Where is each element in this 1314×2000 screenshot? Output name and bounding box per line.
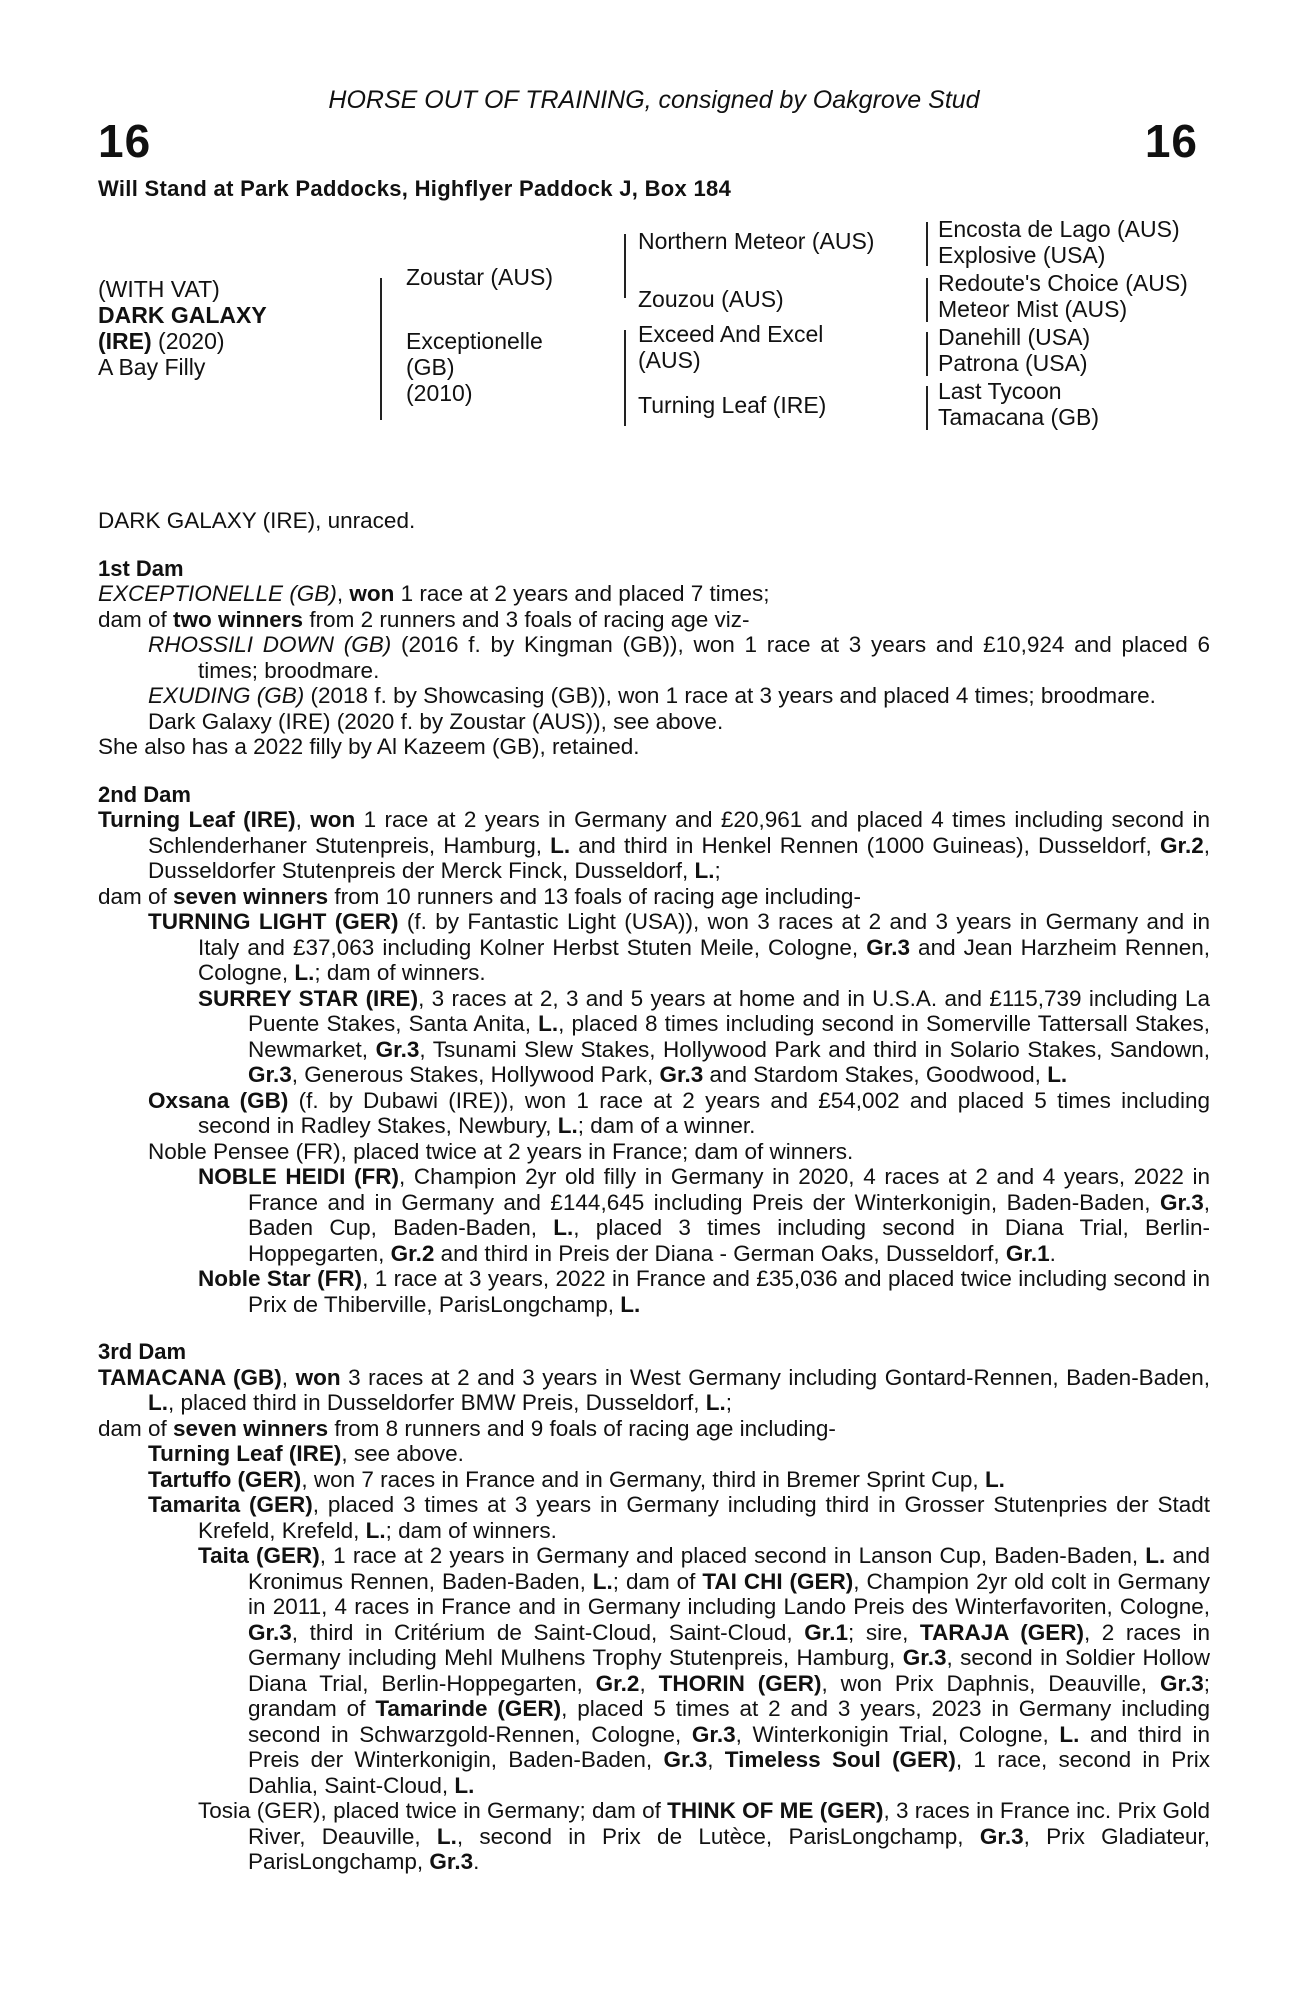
produce-entry bbox=[98, 709, 1210, 735]
text-run: , second in Soldier Hollow Diana Trial, Berlin-Hoppegarten, bbox=[248, 1645, 1210, 1696]
text-run: . bbox=[473, 1849, 480, 1874]
text-run: , 3 races in France inc. Prix Gold River, Deauville, bbox=[248, 1798, 1211, 1849]
bold-text-run: Gr.3 bbox=[663, 1747, 708, 1772]
brace bbox=[926, 332, 928, 376]
dam-line-3: (2010) bbox=[406, 380, 473, 406]
text-run: dam of bbox=[98, 883, 174, 909]
text-run: , placed 3 times including second in Diana Trial, Berlin-Hoppegarten, bbox=[248, 1215, 1210, 1266]
produce-entry bbox=[98, 1798, 1210, 1875]
consignment-line: HORSE OUT OF TRAINING, consigned by Oakgrove Stud bbox=[328, 86, 980, 114]
horse-description: A Bay Filly bbox=[98, 354, 206, 380]
text-run: from 10 runners and 13 foals of racing age including- bbox=[328, 883, 861, 909]
bold-text-run: Tartuffo (GER) bbox=[148, 1466, 302, 1492]
text-run: , third in Critérium de Saint-Cloud, Saint-Cloud, bbox=[291, 1619, 805, 1645]
section-heading-3rd-dam: 3rd Dam bbox=[98, 1339, 187, 1364]
text-run: , bbox=[295, 807, 311, 832]
dam-entry bbox=[98, 807, 1210, 884]
bold-text-run: Tamarita (GER) bbox=[148, 1492, 313, 1517]
bold-text-run: won bbox=[310, 807, 356, 832]
bold-text-run: L. bbox=[294, 960, 315, 985]
bold-text-run: seven winners bbox=[173, 1415, 329, 1441]
bold-text-run: L. bbox=[148, 1390, 168, 1415]
italic-text-run: RHOSSILI DOWN (GB) bbox=[148, 632, 392, 657]
produce-entry bbox=[98, 1139, 1210, 1165]
dam-produce-summary bbox=[98, 607, 1210, 633]
bold-text-run: Gr.3 bbox=[248, 1062, 292, 1087]
bold-text-run: L. bbox=[592, 1568, 613, 1594]
second-dam-section bbox=[98, 807, 1210, 1317]
dam-line-1: Exceptionelle bbox=[406, 328, 543, 354]
sire: Zoustar (AUS) bbox=[406, 264, 553, 290]
ancestor-sss: Encosta de Lago (AUS) bbox=[938, 216, 1180, 242]
produce-entry bbox=[98, 1088, 1210, 1139]
bold-text-run: L. bbox=[1059, 1721, 1080, 1747]
bold-text-run: L. bbox=[557, 1113, 578, 1138]
text-run: , second in Prix de Lutèce, ParisLongchamp, bbox=[456, 1823, 980, 1849]
horse-origin-year: (IRE) (2020) bbox=[98, 328, 225, 354]
bold-text-run: TAMACANA (GB) bbox=[98, 1364, 282, 1390]
text-run: and third in Henkel Rennen (1000 Guineas), Dusseldorf, bbox=[570, 832, 1160, 858]
text-run: , see above. bbox=[341, 1441, 464, 1466]
bold-text-run: Gr.3 bbox=[659, 1062, 704, 1087]
produce-entry bbox=[98, 1441, 1210, 1467]
text-run: , Winterkonigin Trial, Cologne, bbox=[735, 1721, 1060, 1747]
text-run: , 2 races in Germany including Mehl Mulhens Trophy Stutenpreis, Hamburg, bbox=[248, 1619, 1210, 1670]
brace bbox=[926, 222, 928, 266]
bold-text-run: Noble Star (FR) bbox=[198, 1266, 363, 1291]
text-run: 3 races at 2 and 3 years in West Germany including Gontard-Rennen, Baden-Baden, bbox=[340, 1364, 1210, 1390]
ancestor-sds: Redoute's Choice (AUS) bbox=[938, 270, 1188, 296]
text-run: , 1 race, second in Prix Dahlia, Saint-Cloud, bbox=[248, 1747, 1210, 1798]
dam-sire-line-2: (AUS) bbox=[638, 347, 701, 373]
produce-entry bbox=[98, 909, 1210, 986]
text-run: , Baden Cup, Baden-Baden, bbox=[248, 1189, 1210, 1240]
text-run: (2018 f. by Showcasing (GB)), won 1 race at 3 years and placed 4 times; broodmare. bbox=[304, 683, 1156, 708]
bold-text-run: Gr.3 bbox=[979, 1823, 1024, 1849]
text-run: , placed 3 times at 3 years in Germany including third in Grosser Stutenpries der Stadt Krefeld, Krefeld, bbox=[198, 1492, 1210, 1543]
dam-entry bbox=[98, 581, 1210, 607]
bold-text-run: TAI CHI (GER) bbox=[702, 1568, 854, 1594]
text-run: , Prix Gladiateur, ParisLongchamp, bbox=[248, 1823, 1210, 1874]
bold-text-run: L. bbox=[984, 1466, 1005, 1492]
bold-text-run: Gr.2 bbox=[1159, 832, 1204, 858]
section-heading-2nd-dam: 2nd Dam bbox=[98, 781, 191, 807]
text-run: and Stardom Stakes, Goodwood, bbox=[703, 1062, 1048, 1087]
ancestor-ddd: Tamacana (GB) bbox=[938, 404, 1100, 430]
produce-note bbox=[98, 734, 1210, 760]
brace bbox=[624, 330, 626, 426]
text-run: , placed 8 times including second in Somerville Tattersall Stakes, Newmarket, bbox=[248, 1011, 1210, 1062]
lot-number-left: 16 bbox=[98, 115, 152, 167]
text-run: (f. by Fantastic Light (USA)), won 3 races at 2 and 3 years in Germany and in Italy and £37,063 including Kolner Herbst Stuten Meile, Cologne, bbox=[198, 909, 1210, 960]
bold-text-run: NOBLE HEIDI (FR) bbox=[198, 1164, 400, 1189]
text-run: ; bbox=[714, 858, 721, 883]
text-run: , bbox=[281, 1364, 296, 1390]
bold-text-run: Taita (GER) bbox=[198, 1543, 320, 1568]
bold-text-run: Timeless Soul (GER) bbox=[724, 1747, 956, 1772]
text-run: , 3 races at 2, 3 and 5 years at home and in U.S.A. and £115,739 including La Puente Stakes, Santa Anita, bbox=[248, 985, 1210, 1036]
bold-text-run: Gr.2 bbox=[390, 1240, 435, 1266]
text-run: , won Prix Daphnis, Deauville, bbox=[821, 1670, 1160, 1696]
text-run: ; dam of a winner. bbox=[577, 1113, 756, 1138]
italic-text-run: EXUDING (GB) bbox=[148, 683, 305, 708]
sire-dam: Zouzou (AUS) bbox=[638, 286, 784, 312]
text-run: ; grandam of bbox=[248, 1670, 1210, 1721]
bold-text-run: TURNING LIGHT (GER) bbox=[148, 909, 399, 934]
section-heading-1st-dam: 1st Dam bbox=[98, 555, 184, 581]
text-run: , bbox=[639, 1670, 659, 1696]
catalogue-body bbox=[98, 508, 1210, 1875]
text-run: , 1 race at 3 years, 2022 in France and £35,036 and placed twice including second in Prix de Thiberville, ParisLongchamp, bbox=[248, 1266, 1210, 1317]
ancestor-sdd: Meteor Mist (AUS) bbox=[938, 296, 1128, 322]
sire-sire: Northern Meteor (AUS) bbox=[638, 228, 875, 254]
ancestor-ssd: Explosive (USA) bbox=[938, 242, 1106, 268]
bold-text-run: Gr.3 bbox=[902, 1645, 947, 1670]
bold-text-run: Oxsana (GB) bbox=[148, 1087, 289, 1113]
bold-text-run: Turning Leaf (IRE) bbox=[148, 1441, 342, 1466]
text-run: , Generous Stakes, Hollywood Park, bbox=[291, 1062, 660, 1087]
text-run: , placed 5 times at 2 and 3 years, 2023 in Germany including second in Schwarzgold-Rennen, Cologne, bbox=[248, 1696, 1211, 1747]
bold-text-run: THORIN (GER) bbox=[658, 1670, 822, 1696]
produce-entry bbox=[98, 632, 1210, 683]
text-run: Tosia (GER), placed twice in Germany; dam of bbox=[198, 1798, 668, 1823]
bold-text-run: Gr.1 bbox=[804, 1619, 849, 1645]
ancestor-dds: Last Tycoon bbox=[938, 378, 1062, 404]
produce-entry bbox=[98, 986, 1210, 1088]
bold-text-run: Gr.1 bbox=[1005, 1240, 1050, 1266]
lot-number-right: 16 bbox=[1144, 115, 1198, 167]
italic-text-run: EXCEPTIONELLE (GB) bbox=[98, 581, 337, 606]
bold-text-run: TARAJA (GER) bbox=[919, 1619, 1084, 1645]
bold-text-run: Gr.3 bbox=[248, 1619, 292, 1645]
bold-text-run: Gr.3 bbox=[429, 1849, 474, 1874]
produce-entry bbox=[98, 1467, 1210, 1493]
dam-sire-line-1: Exceed And Excel bbox=[638, 321, 824, 347]
bold-text-run: won bbox=[295, 1364, 341, 1390]
text-run: and third in Preis der Winterkonigin, Baden-Baden, bbox=[248, 1721, 1211, 1772]
text-run: and Jean Harzheim Rennen, Cologne, bbox=[198, 934, 1210, 985]
ancestor-dsd: Patrona (USA) bbox=[938, 350, 1088, 376]
text-run: , Champion 2yr old filly in Germany in 2020, 4 races at 2 and 4 years, 2022 in France and in Germany and £144,645 including Preis der Winterkonigin, Baden-Baden, bbox=[248, 1164, 1210, 1215]
ancestor-dss: Danehill (USA) bbox=[938, 324, 1091, 350]
text-run: , 1 race at 2 years in Germany and placed second in Lanson Cup, Baden-Baden, bbox=[319, 1543, 1146, 1568]
bold-text-run: L. bbox=[1145, 1543, 1166, 1568]
text-run: , bbox=[707, 1747, 725, 1772]
text-run: ; bbox=[725, 1390, 732, 1415]
produce-entry bbox=[98, 1266, 1210, 1317]
bold-text-run: Gr.3 bbox=[691, 1721, 736, 1747]
text-run: ; dam of winners. bbox=[314, 960, 486, 985]
bold-text-run: L. bbox=[550, 832, 571, 858]
text-run: (f. by Dubawi (IRE)), won 1 race at 2 years and £54,002 and placed 5 times including second in Radley Stakes, Newbury, bbox=[198, 1087, 1210, 1138]
text-run: , Dusseldorfer Stutenpreis der Merck Finck, Dusseldorf, bbox=[148, 832, 1210, 883]
bold-text-run: Gr.3 bbox=[1159, 1670, 1204, 1696]
third-dam-section bbox=[98, 1365, 1210, 1875]
text-run: 1 race at 2 years and placed 7 times; bbox=[394, 581, 770, 606]
text-run: (2016 f. by Kingman (GB)), won 1 race at 3 years and £10,924 and placed 6 times; broodmare. bbox=[198, 632, 1210, 683]
produce-entry bbox=[98, 1164, 1210, 1266]
first-dam-section bbox=[98, 581, 1210, 760]
bold-text-run: L. bbox=[1047, 1062, 1068, 1087]
bold-text-run: two winners bbox=[173, 606, 304, 632]
text-run: ; sire, bbox=[848, 1619, 920, 1645]
text-run: Dark Galaxy (IRE) (2020 f. by Zoustar (AUS)), see above. bbox=[148, 708, 724, 734]
bold-text-run: Gr.3 bbox=[1159, 1189, 1204, 1215]
bold-text-run: Tamarinde (GER) bbox=[375, 1696, 562, 1721]
text-run: , won 7 races in France and in Germany, third in Bremer Sprint Cup, bbox=[301, 1466, 985, 1492]
bold-text-run: seven winners bbox=[173, 883, 329, 909]
text-run: 1 race at 2 years in Germany and £20,961 and placed 4 times including second in Schlenderhaner Stutenpreis, Hamburg, bbox=[148, 807, 1210, 858]
bold-text-run: Gr.3 bbox=[375, 1036, 420, 1062]
bold-text-run: L. bbox=[454, 1772, 475, 1798]
bold-text-run: Gr.2 bbox=[595, 1670, 640, 1696]
bold-text-run: L. bbox=[365, 1517, 386, 1543]
brace bbox=[380, 278, 382, 420]
produce-entry bbox=[98, 1492, 1210, 1543]
text-run: , placed third in Dusseldorfer BMW Preis, Dusseldorf, bbox=[168, 1390, 706, 1415]
text-run: dam of bbox=[98, 606, 174, 632]
dam-produce-summary bbox=[98, 1416, 1210, 1442]
dam-line-2: (GB) bbox=[406, 354, 455, 380]
dam-produce-summary bbox=[98, 884, 1210, 910]
text-run: , Tsunami Slew Stakes, Hollywood Park and third in Solario Stakes, Sandown, bbox=[419, 1036, 1210, 1062]
produce-entry bbox=[98, 683, 1210, 709]
text-run: She also has a 2022 filly by Al Kazeem (GB), retained. bbox=[98, 734, 640, 759]
bold-text-run: Gr.3 bbox=[866, 934, 910, 960]
horse-name: DARK GALAXY bbox=[98, 302, 267, 328]
text-run: from 8 runners and 9 foals of racing age including- bbox=[328, 1415, 836, 1441]
bold-text-run: L. bbox=[705, 1390, 726, 1415]
text-run: , bbox=[336, 581, 350, 606]
brace bbox=[926, 386, 928, 430]
dam-dam: Turning Leaf (IRE) bbox=[638, 392, 827, 418]
text-run: ; dam of winners. bbox=[385, 1517, 557, 1543]
text-run: , Champion 2yr old colt in Germany in 2011, 4 races in France and in Germany including Lando Preis des Winterfavoriten, Cologne, bbox=[248, 1568, 1211, 1619]
pedigree-table bbox=[98, 196, 1210, 436]
brace bbox=[926, 278, 928, 322]
unraced-note: DARK GALAXY (IRE), unraced. bbox=[98, 508, 416, 533]
text-run: from 2 runners and 3 foals of racing age viz- bbox=[303, 606, 750, 632]
bold-text-run: L. bbox=[553, 1215, 574, 1240]
text-run: and Kronimus Rennen, Baden-Baden, bbox=[248, 1543, 1211, 1594]
bold-text-run: L. bbox=[436, 1823, 457, 1849]
text-run: dam of bbox=[98, 1415, 174, 1441]
bold-text-run: THINK OF ME (GER) bbox=[667, 1798, 884, 1823]
text-run: . bbox=[1049, 1240, 1056, 1266]
bold-text-run: L. bbox=[694, 858, 715, 883]
bold-text-run: SURREY STAR (IRE) bbox=[198, 985, 419, 1011]
dam-entry bbox=[98, 1365, 1210, 1416]
bold-text-run: won bbox=[349, 581, 395, 606]
text-run: Noble Pensee (FR), placed twice at 2 years in France; dam of winners. bbox=[148, 1138, 854, 1164]
text-run: ; dam of bbox=[612, 1568, 703, 1594]
bold-text-run: L. bbox=[538, 1011, 559, 1036]
brace bbox=[624, 234, 626, 298]
bold-text-run: Turning Leaf (IRE) bbox=[98, 807, 296, 832]
text-run: and third in Preis der Diana - German Oaks, Dusseldorf, bbox=[434, 1240, 1006, 1266]
vat-note: (WITH VAT) bbox=[98, 276, 220, 302]
bold-text-run: L. bbox=[620, 1291, 641, 1317]
produce-entry bbox=[98, 1543, 1210, 1798]
stabling-location: Will Stand at Park Paddocks, Highflyer Paddock J, Box 184 bbox=[98, 176, 732, 201]
